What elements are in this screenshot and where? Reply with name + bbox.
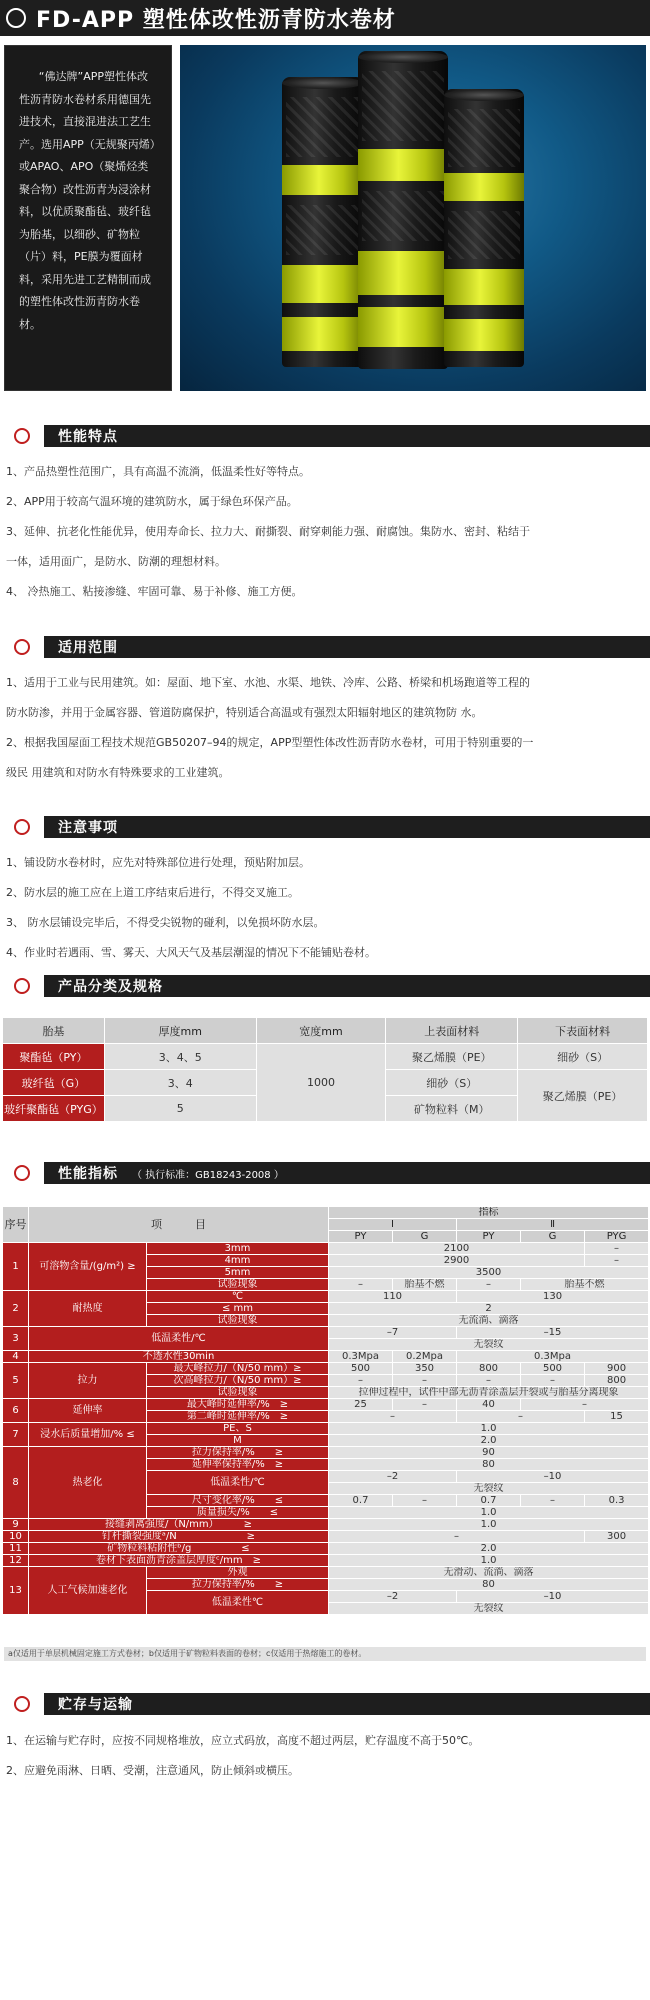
membrane-roll-right	[444, 89, 524, 367]
product-photo	[180, 45, 646, 391]
list-item: 2、应避免雨淋、日晒、受潮，注意通风，防止倾斜或横压。	[6, 1764, 299, 1777]
value-cell: 80	[329, 1459, 649, 1471]
page-title-bar	[0, 0, 650, 36]
value-cell: –7	[329, 1327, 457, 1339]
row-sub: 外观	[147, 1567, 329, 1579]
value-cell: –	[329, 1279, 393, 1291]
table-header: 上表面材料	[386, 1018, 518, 1044]
value-cell: 90	[329, 1447, 649, 1459]
header-grade-2: Ⅱ	[457, 1219, 649, 1231]
value-cell: 2.0	[329, 1543, 649, 1555]
value-cell: 80	[329, 1579, 649, 1591]
list-item: 4、 冷热施工、粘接渗缝、牢固可靠、易于补修、施工方便。	[6, 585, 303, 598]
value-cell: 胎基不燃	[393, 1279, 457, 1291]
row-sub: 最大峰拉力/（N/50 mm）≥	[147, 1363, 329, 1375]
spec-table	[2, 1017, 648, 1122]
value-cell: 300	[585, 1531, 649, 1543]
table-cell: 聚乙烯膜（PE）	[518, 1070, 648, 1122]
value-cell: 110	[329, 1291, 457, 1303]
circle-icon	[14, 1696, 30, 1712]
list-item: 1、在运输与贮存时，应按不同规格堆放，应立式码放，高度不超过两层，贮存温度不高于50℃。	[6, 1734, 480, 1747]
value-cell: –2	[329, 1471, 457, 1483]
section-header-scope	[0, 636, 650, 658]
list-item: 2、APP用于较高气温环境的建筑防水，属于绿色环保产品。	[6, 495, 298, 508]
table-cell: 聚乙烯膜（PE）	[386, 1044, 518, 1070]
row-name: 热老化	[29, 1447, 147, 1519]
value-cell: 无裂纹	[329, 1483, 649, 1495]
row-seq: 7	[3, 1423, 29, 1447]
section-title: 注意事项	[58, 820, 118, 836]
value-cell: 拉伸过程中，试件中部无沥青涂盖层开裂或与胎基分离现象	[329, 1387, 649, 1399]
row-name: 低温柔性/℃	[29, 1327, 329, 1351]
notes-list	[6, 850, 646, 966]
header-col: PY	[457, 1231, 521, 1243]
table-header: 宽度mm	[256, 1018, 386, 1044]
table-header: 胎基	[3, 1018, 105, 1044]
value-cell: 40	[457, 1399, 521, 1411]
row-name: 卷材下表面沥青涂盖层厚度ᶜ/mm ≥	[29, 1555, 329, 1567]
row-sub: 低温柔性/℃	[147, 1471, 329, 1495]
value-cell: 0.2Mpa	[393, 1351, 457, 1363]
value-cell: –	[393, 1375, 457, 1387]
list-item: 1、产品热塑性范围广，具有高温不流淌，低温柔性好等特点。	[6, 465, 310, 478]
header-col: G	[393, 1231, 457, 1243]
list-item: 1、铺设防水卷材时，应先对特殊部位进行处理，预贴附加层。	[6, 856, 310, 869]
row-seq: 6	[3, 1399, 29, 1423]
value-cell: –	[585, 1243, 649, 1255]
value-cell: 无裂纹	[329, 1603, 649, 1615]
section-header-perf	[0, 1162, 650, 1184]
value-cell: 2.0	[329, 1435, 649, 1447]
value-cell: –15	[457, 1327, 649, 1339]
value-cell: 2100	[329, 1243, 585, 1255]
table-row	[3, 1044, 648, 1070]
section-title: 产品分类及规格	[58, 979, 163, 995]
list-item: 防水防渗，并用于金属容器、管道防腐保护，特别适合高温或有强烈太阳辐射地区的建筑物防 水。	[6, 706, 483, 719]
list-item: 2、根据我国屋面工程技术规范GB50207–94的规定，APP型塑性体改性沥青防水卷材，可用于特别重要的一	[6, 736, 534, 749]
row-seq: 4	[3, 1351, 29, 1363]
row-name: 人工气候加速老化	[29, 1567, 147, 1615]
row-sub: 5mm	[147, 1267, 329, 1279]
value-cell: 0.7	[457, 1495, 521, 1507]
circle-icon	[14, 1165, 30, 1181]
value-cell: –2	[329, 1591, 457, 1603]
list-item: 4、作业时若遇雨、雪、雾天、大风天气及基层潮湿的情况下不能铺贴卷材。	[6, 946, 376, 959]
list-item: 1、适用于工业与民用建筑。如：屋面、地下室、水池、水渠、地铁、冷库、公路、桥梁和机场跑道等工程的	[6, 676, 530, 689]
row-seq: 11	[3, 1543, 29, 1555]
section-header-storage	[0, 1693, 650, 1715]
row-sub: M	[147, 1435, 329, 1447]
row-sub: ≤ mm	[147, 1303, 329, 1315]
row-name: 钉杆撕裂强度ᵃ/N ≥	[29, 1531, 329, 1543]
header-item: 项 目	[29, 1207, 329, 1243]
scope-list	[6, 670, 646, 786]
section-title: 贮存与运输	[58, 1697, 133, 1713]
intro-text: “佛达牌”APP塑性体改性沥青防水卷材系用德国先进技术，直接混进法工艺生产。选用APP（无规聚丙烯）或APAO、APO（聚烯烃类聚合物）改性沥青为浸涂材料，以优质聚酯毡、玻纤毡为胎基，以细砂、矿物粒（片）料，PE膜为覆面材料，采用先进工艺精制而成的塑性体改性沥青防水卷材。	[19, 70, 156, 331]
value-cell: 1.0	[329, 1507, 649, 1519]
value-cell: 无裂纹	[329, 1339, 649, 1351]
table-cell: 5	[104, 1096, 256, 1122]
list-item: 一体，适用面广，是防水、防潮的理想材料。	[6, 555, 226, 568]
value-cell: 2	[329, 1303, 649, 1315]
row-sub: 低温柔性℃	[147, 1591, 329, 1615]
value-cell: 800	[457, 1363, 521, 1375]
value-cell: –	[585, 1255, 649, 1267]
value-cell: –	[329, 1531, 585, 1543]
value-cell: –	[521, 1399, 649, 1411]
row-sub: PE、S	[147, 1423, 329, 1435]
value-cell: –	[329, 1411, 457, 1423]
standard-note: （ 执行标准：GB18243-2008 ）	[132, 1169, 284, 1181]
circle-icon	[14, 819, 30, 835]
section-title: 性能指标	[58, 1166, 118, 1182]
section-header-features	[0, 425, 650, 447]
table-header-row	[3, 1018, 648, 1044]
circle-icon	[14, 428, 30, 444]
row-sub: ℃	[147, 1291, 329, 1303]
intro-text-box	[4, 45, 172, 391]
row-sub: 尺寸变化率/% ≤	[147, 1495, 329, 1507]
row-seq: 9	[3, 1519, 29, 1531]
value-cell: 无滑动、流淌、滴落	[329, 1567, 649, 1579]
header-col: PYG	[585, 1231, 649, 1243]
row-seq: 5	[3, 1363, 29, 1399]
row-seq: 2	[3, 1291, 29, 1327]
value-cell: 15	[585, 1411, 649, 1423]
value-cell: 900	[585, 1363, 649, 1375]
row-sub: 3mm	[147, 1243, 329, 1255]
value-cell: 胎基不燃	[521, 1279, 649, 1291]
row-name: 拉力	[29, 1363, 147, 1399]
section-header-notes	[0, 816, 650, 838]
section-title: 性能特点	[58, 429, 118, 445]
list-item: 3、延伸、抗老化性能优异，使用寿命长、拉力大、耐撕裂、耐穿刺能力强、耐腐蚀。集防水、密封、粘结于	[6, 525, 530, 538]
table-cell: 玻纤毡（G）	[3, 1070, 105, 1096]
value-cell: 1.0	[329, 1555, 649, 1567]
row-seq: 13	[3, 1567, 29, 1615]
row-name: 耐热度	[29, 1291, 147, 1327]
storage-list	[6, 1728, 646, 1784]
value-cell: –	[393, 1495, 457, 1507]
value-cell: 0.3Mpa	[329, 1351, 393, 1363]
header-index: 指标	[329, 1207, 649, 1219]
section-title: 适用范围	[58, 640, 118, 656]
value-cell: 1.0	[329, 1423, 649, 1435]
value-cell: 0.3Mpa	[457, 1351, 649, 1363]
row-name: 不透水性30min	[29, 1351, 329, 1363]
value-cell: 2900	[329, 1255, 585, 1267]
value-cell: –	[393, 1399, 457, 1411]
value-cell: –	[457, 1375, 521, 1387]
value-cell: –	[521, 1375, 585, 1387]
value-cell: 0.3	[585, 1495, 649, 1507]
row-sub: 试验现象	[147, 1279, 329, 1291]
table-cell: 3、4	[104, 1070, 256, 1096]
header-seq: 序号	[3, 1207, 29, 1243]
value-cell: 无流淌、滴落	[329, 1315, 649, 1327]
row-sub: 拉力保持率/% ≥	[147, 1447, 329, 1459]
row-sub: 试验现象	[147, 1387, 329, 1399]
table-cell: 细砂（S）	[518, 1044, 648, 1070]
value-cell: –	[329, 1375, 393, 1387]
row-sub: 4mm	[147, 1255, 329, 1267]
row-sub: 延伸率保持率/% ≥	[147, 1459, 329, 1471]
circle-icon	[14, 978, 30, 994]
circle-icon	[14, 639, 30, 655]
table-cell: 玻纤聚酯毡（PYG）	[3, 1096, 105, 1122]
value-cell: –10	[457, 1471, 649, 1483]
membrane-roll-left	[282, 77, 364, 367]
row-sub: 质量损失/% ≤	[147, 1507, 329, 1519]
page-title: FD-APP 塑性体改性沥青防水卷材	[36, 7, 396, 33]
value-cell: –10	[457, 1591, 649, 1603]
table-footnote: a仅适用于单层机械固定施工方式卷材；b仅适用于矿物粒料表面的卷材；c仅适用于热熔施工的卷材。	[4, 1647, 646, 1661]
row-sub: 最大峰时延伸率/% ≥	[147, 1399, 329, 1411]
list-item: 3、 防水层铺设完毕后，不得受尖锐物的碰利，以免损坏防水层。	[6, 916, 325, 929]
row-seq: 10	[3, 1531, 29, 1543]
row-name: 浸水后质量增加/% ≤	[29, 1423, 147, 1447]
table-header: 厚度mm	[104, 1018, 256, 1044]
features-list	[6, 459, 646, 605]
row-seq: 3	[3, 1327, 29, 1351]
value-cell: –	[457, 1279, 521, 1291]
value-cell: 800	[585, 1375, 649, 1387]
section-header-spec	[0, 975, 650, 997]
row-sub: 拉力保持率/% ≥	[147, 1579, 329, 1591]
table-cell: 矿物粒料（M）	[386, 1096, 518, 1122]
row-name: 接缝剥离强度/（N/mm） ≥	[29, 1519, 329, 1531]
row-name: 延伸率	[29, 1399, 147, 1423]
list-item: 级民 用建筑和对防水有特殊要求的工业建筑。	[6, 766, 230, 779]
value-cell: –	[457, 1411, 585, 1423]
value-cell: 130	[457, 1291, 649, 1303]
circle-icon	[6, 8, 26, 28]
row-name: 矿物粒料粘附性ᵇ/g ≤	[29, 1543, 329, 1555]
row-name: 可溶物含量/(g/m²) ≥	[29, 1243, 147, 1291]
header-col: PY	[329, 1231, 393, 1243]
value-cell: 1.0	[329, 1519, 649, 1531]
row-seq: 8	[3, 1447, 29, 1519]
row-sub: 试验现象	[147, 1315, 329, 1327]
value-cell: 500	[521, 1363, 585, 1375]
performance-table	[2, 1206, 649, 1615]
row-seq: 1	[3, 1243, 29, 1291]
table-cell: 3、4、5	[104, 1044, 256, 1070]
value-cell: –	[521, 1495, 585, 1507]
header-grade-1: Ⅰ	[329, 1219, 457, 1231]
header-col: G	[521, 1231, 585, 1243]
value-cell: 350	[393, 1363, 457, 1375]
value-cell: 0.7	[329, 1495, 393, 1507]
value-cell: 25	[329, 1399, 393, 1411]
table-cell: 1000	[256, 1044, 386, 1122]
row-seq: 12	[3, 1555, 29, 1567]
value-cell: 500	[329, 1363, 393, 1375]
table-cell: 细砂（S）	[386, 1070, 518, 1096]
row-sub: 次高峰拉力/（N/50 mm）≥	[147, 1375, 329, 1387]
list-item: 2、防水层的施工应在上道工序结束后进行，不得交叉施工。	[6, 886, 299, 899]
table-header: 下表面材料	[518, 1018, 648, 1044]
row-sub: 第二峰时延伸率/% ≥	[147, 1411, 329, 1423]
value-cell: 3500	[329, 1267, 649, 1279]
table-cell: 聚酯毡（PY）	[3, 1044, 105, 1070]
membrane-roll-center	[358, 51, 448, 369]
